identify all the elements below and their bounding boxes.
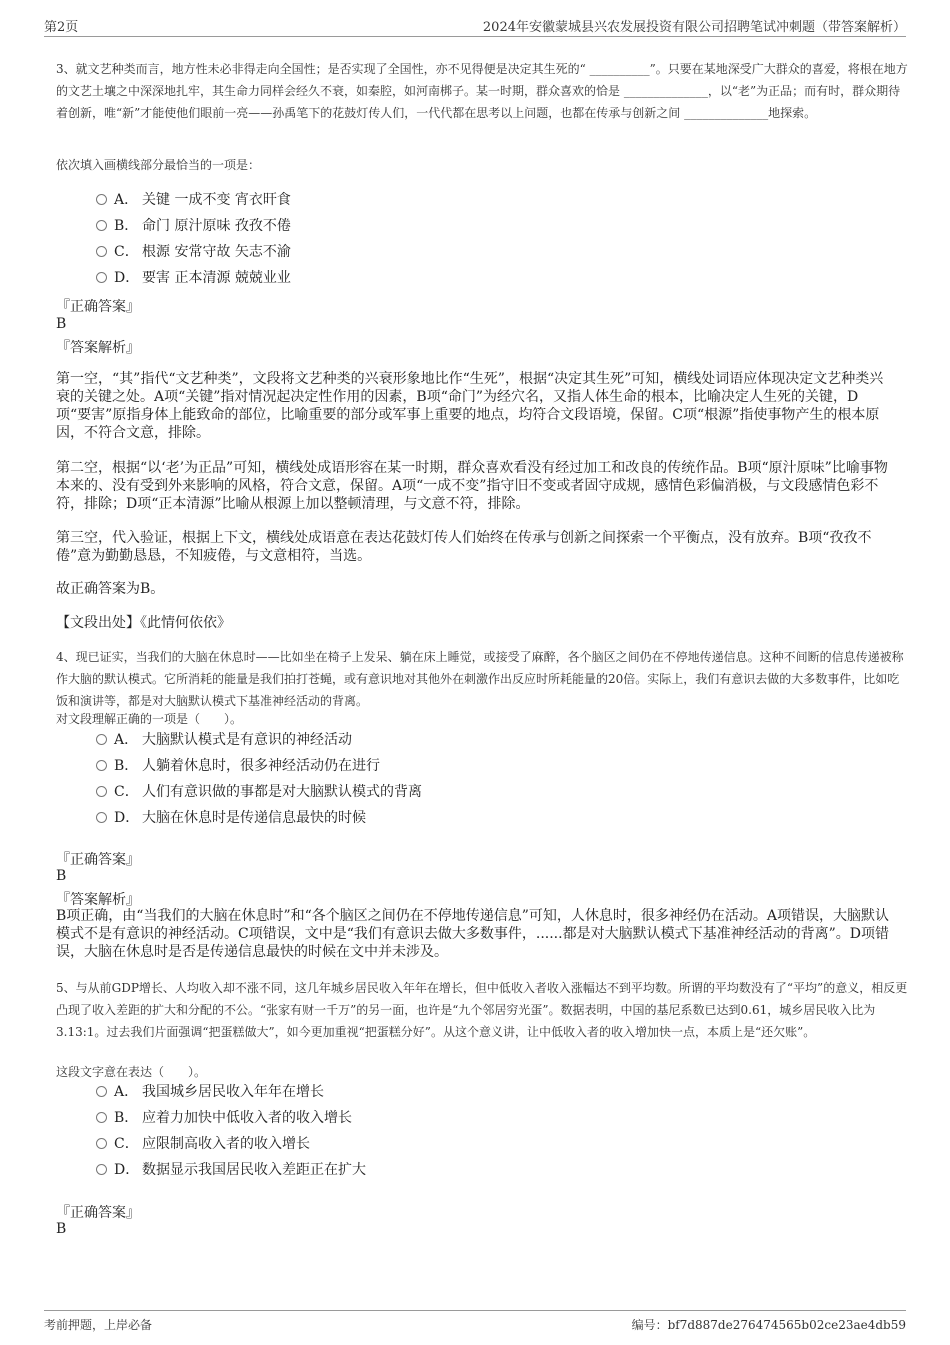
radio-icon[interactable] (96, 246, 107, 257)
option-d[interactable]: D． 大脑在休息时是传递信息最快的时候 (96, 805, 422, 831)
option-d[interactable]: D． 要害 正本清源 兢兢业业 (96, 265, 291, 291)
question-4-answer-title: 『正确答案』 (56, 852, 140, 868)
page-header (44, 14, 906, 37)
question-5-text: 5、与从前GDP增长、人均收入却不涨不同，这几年城乡居民收入年年在增长，但中低收入者收入涨幅达不到平均数。所谓的平均数没有了“平均”的意义，相反更凸现了收入差距的扩大和分配的不公。“张家有财一千万”的另一面，也许是“九个邻居穷光蛋”。数据表明，中国的基尼系数已达到0.61，城乡居民收入比为3.13:1。过去我们片面强调“把蛋糕做大”，如今更加重视“把蛋糕分好”。从这个意义讲，让中低收入者的收入增加快一点，本质上是“还欠账”。 (56, 981, 908, 1039)
option-d[interactable]: D． 数据显示我国居民收入差距正在扩大 (96, 1157, 366, 1183)
question-4-prompt: 对文段理解正确的一项是（ ）。 (56, 712, 243, 726)
question-3-text: 3、就文艺种类而言，地方性未必非得走向全国性；是否实现了全国性，亦不见得便是决定其生死的“ __________”。只要在某地深受广大群众的喜爱，将根在地方的文艺土壤之中深深地扎牢，其生命力同样会经久不衰，如秦腔，如河南梆子。某一时期，群众喜欢的恰是 ______________，以“老”为正品；而有时，群众期待着创新，唯“新”才能使他们眼前一亮——孙禹笔下的花鼓灯传人们，一代代都在思考以上问题，也都在传承与创新之间 ______________地探索。 (56, 62, 908, 120)
question-3-source: 【文段出处】《此情何依依》 (56, 615, 231, 631)
question-3-analysis-p4: 故正确答案为B。 (56, 581, 165, 597)
question-4-analysis: B项正确，由“当我们的大脑在休息时”和“各个脑区之间仍在不停地传递信息”可知，人休息时，很多神经仍在活动。A项错误，大脑默认模式不是有意识的神经活动。C项错误，文中是“我们有意识去做大多数事件，......都是对大脑默认模式下基准神经活动的背离”。D项错误，大脑在休息时是否是传递信息最快的时候在文中并未涉及。 (56, 908, 890, 960)
question-3-analysis-p1: 第一空，“其”指代“文艺种类”，文段将文艺种类的兴衰形象地比作“生死”，根据“决定其生死”可知，横线处词语应体现决定文艺种类兴衰的关键之处。A项“关键”指对情况起决定性作用的因素，B项“命门”为经穴名，又指人体生命的根本，比喻决定人生死的关键，D项“要害”原指身体上能致命的部位，比喻重要的部分或军事上重要的地点，均符合文段语境，保留。C项“根源”指使事物产生的根本原因，不符合文意，排除。 (56, 371, 884, 441)
question-3-answer: B (56, 316, 67, 332)
option-c[interactable]: C． 应限制高收入者的收入增长 (96, 1131, 366, 1157)
radio-icon[interactable] (96, 1086, 107, 1097)
question-4-options (96, 727, 422, 831)
radio-icon[interactable] (96, 760, 107, 771)
radio-icon[interactable] (96, 220, 107, 231)
radio-icon[interactable] (96, 272, 107, 283)
question-4-text: 4、现已证实，当我们的大脑在休息时——比如坐在椅子上发呆、躺在床上睡觉，或接受了麻醉，各个脑区之间仍在不停地传递信息。这种不间断的信息传递被称作大脑的默认模式。它所消耗的能量是我们拍打苍蝇，或有意识地对其他外在刺激作出反应时所耗能量的20倍。实际上，我们有意识去做的大多数事件，比如吃饭和演讲等，都是对大脑默认模式下基准神经活动的背离。 (56, 650, 904, 708)
radio-icon[interactable] (96, 1164, 107, 1175)
question-5-answer-title: 『正确答案』 (56, 1205, 140, 1221)
question-4-answer: B (56, 868, 67, 884)
footer-slogan: 考前押题，上岸必备 (44, 1318, 153, 1332)
radio-icon[interactable] (96, 812, 107, 823)
option-b[interactable]: B． 命门 原汁原味 孜孜不倦 (96, 213, 291, 239)
question-5-answer: B (56, 1221, 67, 1237)
page-number: 第2页 (44, 20, 79, 35)
radio-icon[interactable] (96, 1112, 107, 1123)
document-id: 编号：bf7d887de276474565b02ce23ae4db59 (631, 1318, 906, 1332)
document-title: 2024年安徽蒙城县兴农发展投资有限公司招聘笔试冲刺题（带答案解析） (482, 20, 906, 35)
radio-icon[interactable] (96, 786, 107, 797)
question-3-analysis-p2: 第二空，根据“以‘老’为正品”可知，横线处成语形容在某一时期，群众喜欢看没有经过加工和改良的传统作品。B项“原汁原味”比喻事物本来的、没有受到外来影响的风格，符合文意，保留。A项“一成不变”指守旧不变或者固守成规，感情色彩偏消极，与文段感情色彩不符，排除；D项“正本清源”比喻从根源上加以整顿清理，与文意不符，排除。 (56, 460, 888, 512)
question-3-prompt: 依次填入画横线部分最恰当的一项是： (56, 158, 261, 172)
option-a[interactable]: A． 大脑默认模式是有意识的神经活动 (96, 727, 422, 753)
question-4-analysis-title: 『答案解析』 (56, 892, 140, 908)
option-b[interactable]: B． 应着力加快中低收入者的收入增长 (96, 1105, 366, 1131)
question-3-options (96, 187, 291, 291)
option-c[interactable]: C． 根源 安常守故 矢志不渝 (96, 239, 291, 265)
question-5-prompt: 这段文字意在表达（ ）。 (56, 1065, 207, 1079)
option-a[interactable]: A． 关键 一成不变 宵衣旰食 (96, 187, 291, 213)
option-b[interactable]: B． 人躺着休息时，很多神经活动仍在进行 (96, 753, 422, 779)
question-3-answer-title: 『正确答案』 (56, 299, 140, 315)
question-3-analysis-p3: 第三空，代入验证，根据上下文，横线处成语意在表达花鼓灯传人们始终在传承与创新之间探索一个平衡点，没有放弃。B项“孜孜不倦”意为勤勤恳恳，不知疲倦，与文意相符，当选。 (56, 530, 872, 564)
radio-icon[interactable] (96, 194, 107, 205)
page-footer (44, 1310, 906, 1337)
question-5-options (96, 1079, 366, 1183)
option-c[interactable]: C． 人们有意识做的事都是对大脑默认模式的背离 (96, 779, 422, 805)
radio-icon[interactable] (96, 734, 107, 745)
option-a[interactable]: A． 我国城乡居民收入年年在增长 (96, 1079, 366, 1105)
radio-icon[interactable] (96, 1138, 107, 1149)
question-3-analysis-title: 『答案解析』 (56, 340, 140, 356)
